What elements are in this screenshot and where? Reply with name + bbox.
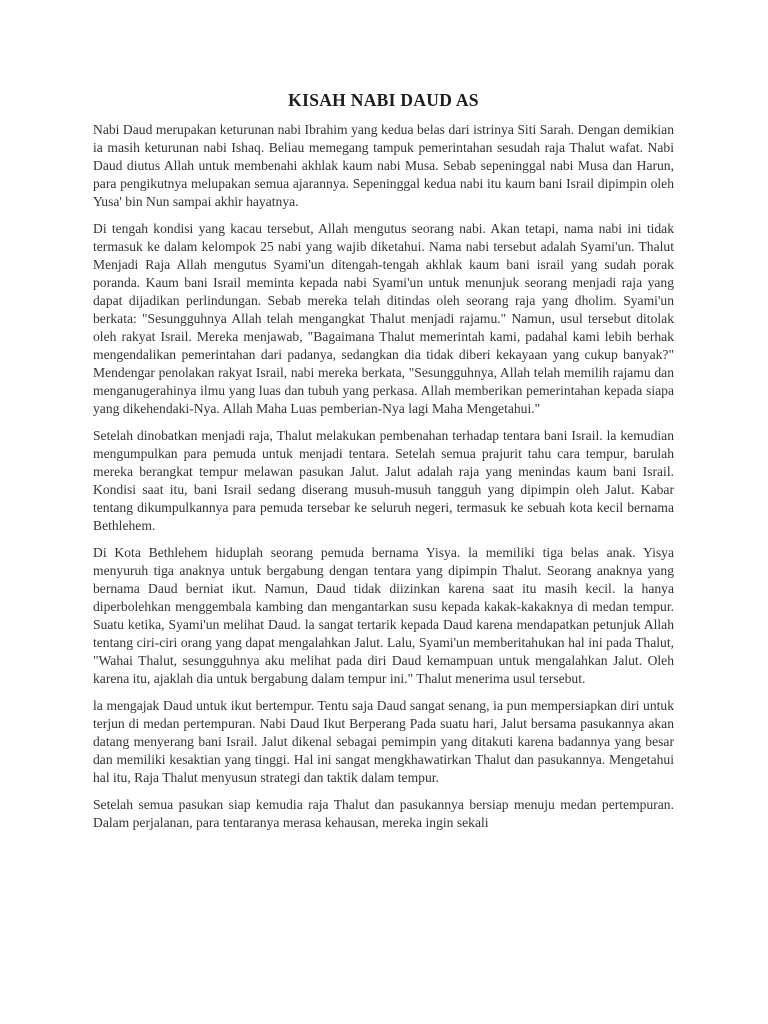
paragraph-3: Setelah dinobatkan menjadi raja, Thalut melakukan pembenahan terhadap tentara bani Israil. la kemudian mengumpulkan para pemuda untuk menjadi tentara. Setelah semua prajurit tahu cara tempur, barulah mereka berangkat tempur melawan pasukan Jalut. Jalut adalah raja yang menindas kaum bani Israil. Kondisi saat itu, bani Israil sedang diserang musuh-musuh tangguh yang dipimpin oleh Jalut. Kabar tentang dikumpulkannya para pemuda tersebar ke seluruh negeri, termasuk ke sebuah kota kecil bernama Bethlehem. (93, 428, 674, 533)
document-title: KISAH NABI DAUD AS (288, 90, 479, 110)
paragraph-1: Nabi Daud merupakan keturunan nabi Ibrahim yang kedua belas dari istrinya Siti Sarah. Dengan demikian ia masih keturunan nabi Ishaq. Beliau memegang tampuk pemerintahan sesudah raja Thalut wafat. Nabi Daud diutus Allah untuk membenahi akhlak kaum nabi Musa. Sebab sepeninggal nabi Musa dan Harun, para pengikutnya melupakan semua ajarannya. Sepeninggal kedua nabi itu kaum bani Israil dipimpin oleh Yusa' bin Nun sampai akhir hayatnya. (93, 122, 674, 209)
paragraph-2: Di tengah kondisi yang kacau tersebut, Allah mengutus seorang nabi. Akan tetapi, nama nabi ini tidak termasuk ke dalam kelompok 25 nabi yang wajib diketahui. Nama nabi tersebut adalah Syami'un. Thalut Menjadi Raja Allah mengutus Syami'un ditengah-tengah akhlak kaum bani israil yang sudah porak poranda. Kaum bani Israil meminta kepada nabi Syami'un untuk menunjuk seorang menjadi raja yang dapat dijadikan perlindungan. Sebab mereka telah ditindas oleh seorang raja yang dholim. Syami'un berkata: "Sesungguhnya Allah telah mengangkat Thalut menjadi rajamu." Namun, usul tersebut ditolak oleh rakyat Israil. Mereka menjawab, "Bagaimana Thalut memerintah kami, padahal kami lebih berhak mengendalikan pemerintahan dari padanya, sedangkan dia tidak diberi kekayaan yang cukup banyak?" Mendengar penolakan rakyat Israil, nabi mereka berkata, "Sesungguhnya, Allah telah memilih rajamu dan menganugerahinya ilmu yang luas dan tubuh yang perkasa. Allah memberikan pemerintahan kepada siapa yang dikehendaki-Nya. Allah Maha Luas pemberian-Nya lagi Maha Mengetahui." (93, 221, 674, 416)
paragraph-4: Di Kota Bethlehem hiduplah seorang pemuda bernama Yisya. la memiliki tiga belas anak. Yisya menyuruh tiga anaknya untuk bergabung dengan tentara yang dipimpin Thalut. Seorang anaknya yang bernama Daud berniat ikut. Namun, Daud tidak diizinkan karena saat itu masih kecil. la hanya diperbolehkan menggembala kambing dan mengantarkan susu kepada kakak-kakaknya di medan tempur. Suatu ketika, Syami'un melihat Daud. la sangat tertarik kepada Daud karena mendapatkan petunjuk Allah tentang ciri-ciri orang yang dapat mengalahkan Jalut. Lalu, Syami'un memberitahukan hal ini pada Thalut, "Wahai Thalut, sesungguhnya aku melihat pada diri Daud kemampuan untuk mengalahkan Jalut. Oleh karena itu, ajaklah dia untuk bergabung dalam tempur ini." Thalut menerima usul tersebut. (93, 545, 674, 686)
paragraph-5: la mengajak Daud untuk ikut bertempur. Tentu saja Daud sangat senang, ia pun mempersiapkan diri untuk terjun di medan pertempuran. Nabi Daud Ikut Berperang Pada suatu hari, Jalut bersama pasukannya akan datang menyerang bani Israil. Jalut dikenal sebagai pemimpin yang ditakuti karena badannya yang besar dan memiliki kesaktian yang tinggi. Hal ini sangat mengkhawatirkan Thalut dan pasukannya. Mengetahui hal itu, Raja Thalut menyusun strategi dan taktik dalam tempur. (93, 698, 674, 785)
paragraph-6: Setelah semua pasukan siap kemudia raja Thalut dan pasukannya bersiap menuju medan pertempuran. Dalam perjalanan, para tentaranya merasa kehausan, mereka ingin sekali (93, 797, 674, 830)
